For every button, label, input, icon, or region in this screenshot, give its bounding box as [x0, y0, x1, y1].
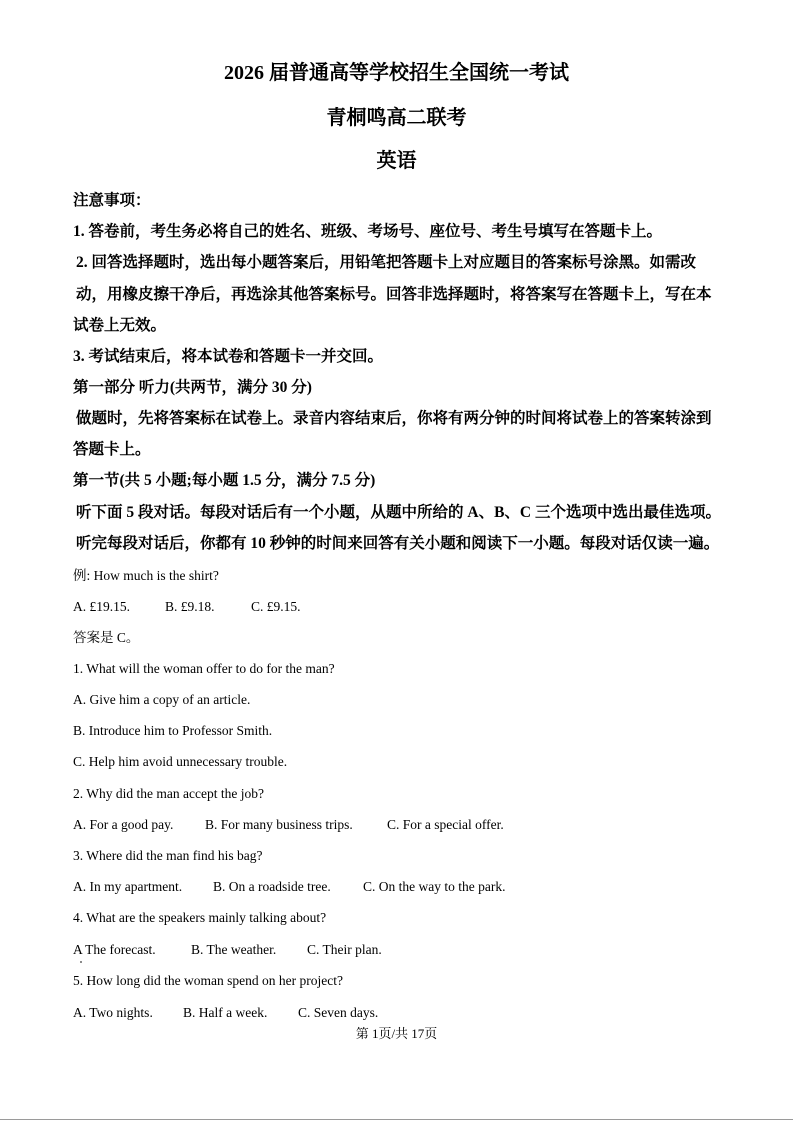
- part1-instruction-line-2: 答题卡上。: [73, 441, 151, 458]
- question-1: 1. What will the woman offer to do for the man?: [73, 661, 335, 676]
- question-4-option-b: B. The weather.: [191, 942, 277, 957]
- notice-item-2-line-1: 2. 回答选择题时，选出每小题答案后，用铅笔把答题卡上对应题目的答案标号涂黑。如需改: [76, 254, 697, 271]
- question-2-option-a: A. For a good pay.: [73, 817, 174, 832]
- question-3: 3. Where did the man find his bag?: [73, 848, 263, 863]
- question-2-options: [73, 815, 727, 835]
- question-5-option-b: B. Half a week.: [183, 1005, 268, 1020]
- notice-item-2-line-3: 试卷上无效。: [73, 317, 167, 334]
- section1-instruction-line-2: 听完每段对话后，你都有 10 秒钟的时间来回答有关小题和阅读下一小题。每段对话仅读一遍。: [76, 535, 720, 552]
- question-2-option-c: C. For a special offer.: [387, 817, 504, 832]
- exam-subtitle: 青桐鸣高二联考: [326, 107, 467, 129]
- question-2: 2. Why did the man accept the job?: [73, 786, 264, 801]
- notice-item-3: 3. 考试结束后，将本试卷和答题卡一并交回。: [73, 348, 384, 365]
- question-5-option-a: A. Two nights.: [73, 1005, 153, 1020]
- question-1-option-b: B. Introduce him to Professor Smith.: [73, 723, 273, 738]
- section1-heading: 第一节(共 5 小题;每小题 1.5 分，满分 7.5 分): [73, 472, 376, 489]
- example-option-b: B. £9.18.: [165, 599, 215, 614]
- question-1-option-a: A. Give him a copy of an article.: [73, 692, 251, 707]
- exam-title: 2026 届普通高等学校招生全国统一考试: [224, 62, 569, 84]
- page-bottom-divider: [0, 1119, 793, 1120]
- question-3-option-c: C. On the way to the park.: [363, 879, 506, 894]
- question-5-options: [73, 1003, 727, 1023]
- example-answer: 答案是 C。: [73, 630, 140, 645]
- question-3-options: [73, 877, 727, 897]
- example-option-a: A. £19.15.: [73, 599, 130, 614]
- question-5: 5. How long did the woman spend on her project?: [73, 973, 343, 988]
- subject-title: 英语: [376, 150, 417, 172]
- question-3-option-b: B. On a roadside tree.: [213, 879, 331, 894]
- section1-instruction-line-1: 听下面 5 段对话。每段对话后有一个小题，从题中所给的 A、B、C 三个选项中选出最佳选项。: [76, 504, 721, 521]
- example-question: 例: How much is the shirt?: [73, 568, 219, 583]
- question-4-option-a: A The forecast.: [73, 942, 156, 957]
- part1-heading: 第一部分 听力(共两节，满分 30 分): [73, 379, 312, 396]
- stray-mark: [80, 961, 82, 963]
- example-options: [73, 597, 727, 617]
- part1-instruction-line-1: 做题时，先将答案标在试卷上。录音内容结束后，你将有两分钟的时间将试卷上的答案转涂到: [76, 410, 712, 427]
- question-4-options: [73, 940, 727, 960]
- question-2-option-b: B. For many business trips.: [205, 817, 353, 832]
- question-4: 4. What are the speakers mainly talking about?: [73, 910, 327, 925]
- page-number: 第 1页/共 17页: [355, 1026, 438, 1041]
- question-5-option-c: C. Seven days.: [298, 1005, 379, 1020]
- notice-item-2-line-2: 动，用橡皮擦干净后，再选涂其他答案标号。回答非选择题时，将答案写在答题卡上，写在本: [76, 286, 712, 303]
- question-1-option-c: C. Help him avoid unnecessary trouble.: [73, 754, 288, 769]
- question-4-option-c: C. Their plan.: [307, 942, 382, 957]
- notice-heading: 注意事项：: [73, 192, 151, 209]
- example-option-c: C. £9.15.: [251, 599, 301, 614]
- notice-item-1: 1. 答卷前，考生务必将自己的姓名、班级、考场号、座位号、考生号填写在答题卡上。: [73, 223, 663, 240]
- question-3-option-a: A. In my apartment.: [73, 879, 183, 894]
